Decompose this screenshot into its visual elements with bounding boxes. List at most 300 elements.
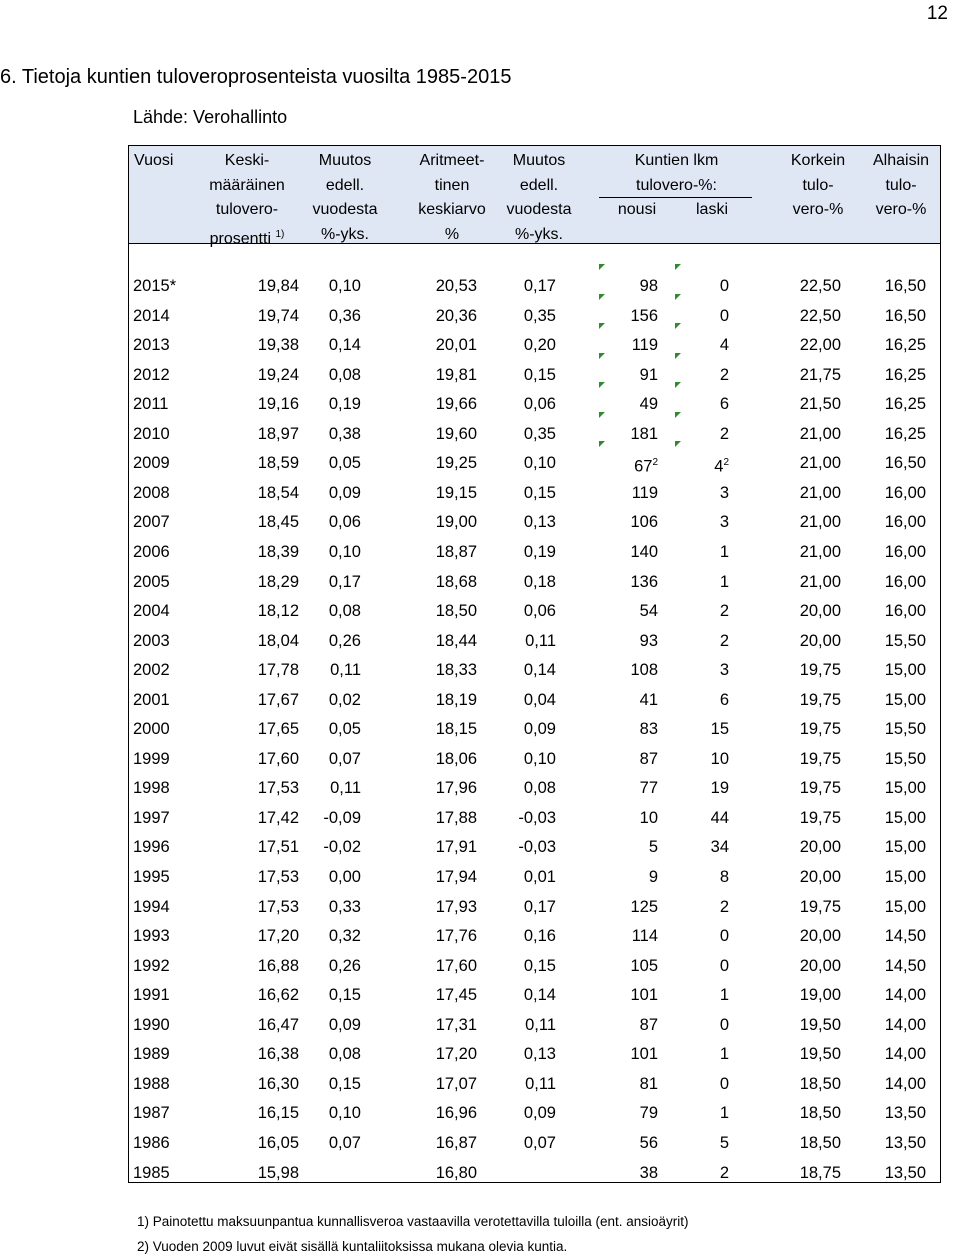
cell-chg xyxy=(299,1042,361,1067)
cell-value: 16,25 xyxy=(884,365,926,384)
cell-value: 18,12 xyxy=(257,602,299,621)
cell-avg xyxy=(219,274,299,299)
cell-chg2 xyxy=(479,363,556,388)
cell-value: -0,02 xyxy=(323,838,361,857)
cell-chg xyxy=(299,1131,361,1156)
cell-value: 17,20 xyxy=(435,1045,477,1064)
cell-up xyxy=(579,954,658,979)
cell-chg2 xyxy=(479,983,556,1008)
cell-value: 2007 xyxy=(133,513,170,532)
cell-value: 6 xyxy=(719,690,729,709)
table-row xyxy=(129,833,940,863)
cell-chg xyxy=(299,835,361,860)
cell-value: 16,00 xyxy=(884,602,926,621)
cell-value: 0,19 xyxy=(523,542,556,561)
cell-value: 13,50 xyxy=(884,1104,926,1123)
table-row xyxy=(129,390,940,420)
cell-value: 15,50 xyxy=(884,720,926,739)
cell-up xyxy=(579,540,658,565)
cell-value: 0,04 xyxy=(523,690,556,709)
cell-value: 19 xyxy=(710,779,729,798)
cell-down xyxy=(669,1101,729,1126)
cell-up xyxy=(579,422,658,447)
cell-arith xyxy=(397,422,477,447)
cell-value: 1987 xyxy=(133,1104,170,1123)
cell-chg2 xyxy=(479,540,556,565)
cell-value: 17,91 xyxy=(435,838,477,857)
cell-value: 15,00 xyxy=(884,661,926,680)
cell-year xyxy=(133,1131,193,1156)
cell-value: 15,00 xyxy=(884,808,926,827)
cell-up xyxy=(579,835,658,860)
comment-marker-laski xyxy=(675,412,681,418)
cell-max xyxy=(769,1072,841,1097)
cell-max xyxy=(769,1013,841,1038)
cell-value: 3 xyxy=(719,483,729,502)
cell-chg xyxy=(299,895,361,920)
cell-down xyxy=(669,658,729,683)
cell-chg2 xyxy=(479,451,556,476)
cell-year xyxy=(133,629,193,654)
cell-value: 1 xyxy=(719,1104,729,1123)
cell-value: 10 xyxy=(639,808,658,827)
cell-up xyxy=(579,570,658,595)
cell-chg2 xyxy=(479,1013,556,1038)
cell-min xyxy=(849,1072,926,1097)
table-row xyxy=(129,745,940,775)
cell-value: 38 xyxy=(639,1163,658,1182)
cell-value: 0 xyxy=(719,1074,729,1093)
cell-max xyxy=(769,422,841,447)
cell-value: 0,33 xyxy=(328,897,361,916)
cell-max xyxy=(769,776,841,801)
cell-down xyxy=(669,835,729,860)
cell-chg2 xyxy=(479,304,556,329)
cell-chg xyxy=(299,451,361,476)
cell-chg2 xyxy=(479,895,556,920)
cell-value: 0,38 xyxy=(328,424,361,443)
cell-value: 2001 xyxy=(133,690,170,709)
cell-down xyxy=(669,481,729,506)
header-text: vuodesta xyxy=(506,201,572,218)
cell-value: 17,53 xyxy=(257,779,299,798)
cell-up xyxy=(579,333,658,358)
cell-down xyxy=(669,983,729,1008)
cell-value: 56 xyxy=(639,1133,658,1152)
cell-chg2 xyxy=(479,835,556,860)
cell-max xyxy=(769,274,841,299)
cell-value: 0,35 xyxy=(523,424,556,443)
cell-up xyxy=(579,1042,658,1067)
cell-up xyxy=(579,629,658,654)
cell-value: 19,74 xyxy=(257,306,299,325)
cell-value: 0,10 xyxy=(328,277,361,295)
page-heading: 6. Tietoja kuntien tuloveroprosenteista vuosilta 1985-2015 xyxy=(0,66,512,88)
cell-value: 19,50 xyxy=(799,1045,841,1064)
cell-value: 0,11 xyxy=(330,779,361,798)
cell-value: 18,15 xyxy=(435,720,477,739)
cell-value: 18,45 xyxy=(257,513,299,532)
cell-value: 0,14 xyxy=(328,336,361,355)
cell-value: 0,10 xyxy=(328,542,361,561)
cell-value: 0,13 xyxy=(523,513,556,532)
cell-min xyxy=(849,835,926,860)
footnote-ref: 1) xyxy=(275,228,285,240)
cell-arith xyxy=(397,835,477,860)
cell-arith xyxy=(397,540,477,565)
cell-value: 0,36 xyxy=(328,306,361,325)
cell-year xyxy=(133,806,193,831)
header-aritmeettinen xyxy=(402,149,502,247)
cell-chg xyxy=(299,422,361,447)
cell-value: 79 xyxy=(639,1104,658,1123)
cell-year xyxy=(133,688,193,713)
table-row xyxy=(129,597,940,627)
cell-arith xyxy=(397,570,477,595)
table-row xyxy=(129,272,940,302)
cell-arith xyxy=(397,747,477,772)
header-text: %-yks. xyxy=(515,225,563,243)
header-text: Aritmeet- xyxy=(419,152,485,169)
cell-year xyxy=(133,422,193,447)
cell-value: 1997 xyxy=(133,808,170,827)
table-row xyxy=(129,686,940,716)
cell-value: 1990 xyxy=(133,1015,170,1034)
cell-year xyxy=(133,895,193,920)
cell-value: 1991 xyxy=(133,986,170,1005)
cell-min xyxy=(849,865,926,890)
cell-value: 0,07 xyxy=(328,1133,361,1152)
cell-value: 3 xyxy=(719,513,729,532)
cell-value: 0,10 xyxy=(328,1104,361,1123)
cell-chg2 xyxy=(479,1131,556,1156)
cell-avg xyxy=(219,747,299,772)
cell-chg xyxy=(299,540,361,565)
cell-max xyxy=(769,658,841,683)
cell-value: 0,05 xyxy=(328,454,361,473)
cell-value: 14,00 xyxy=(884,1074,926,1093)
header-nousi: nousi xyxy=(617,201,657,218)
cell-max xyxy=(769,806,841,831)
cell-value: 2013 xyxy=(133,336,170,355)
cell-down xyxy=(669,895,729,920)
cell-value: 0,14 xyxy=(523,661,556,680)
cell-max xyxy=(769,540,841,565)
footnote-1: 1) Painotettu maksuunpantua kunnallisveroa vastaavilla verotettavilla tuloilla (ent. ansioäyrit) xyxy=(137,1214,689,1229)
table-row xyxy=(129,568,940,598)
cell-min xyxy=(849,570,926,595)
cell-arith xyxy=(397,1013,477,1038)
cell-arith xyxy=(397,865,477,890)
cell-value: 15,00 xyxy=(884,897,926,916)
cell-value: 13,50 xyxy=(884,1133,926,1152)
cell-value: 1999 xyxy=(133,749,170,768)
cell-chg xyxy=(299,599,361,624)
footnote-2: 2) Vuoden 2009 luvut eivät sisällä kuntaliitoksissa mukana olevia kuntia. xyxy=(137,1239,568,1254)
cell-value: 16,50 xyxy=(884,306,926,325)
cell-max xyxy=(769,1101,841,1126)
cell-up xyxy=(579,1101,658,1126)
cell-value: 15 xyxy=(710,720,729,739)
cell-value: 2012 xyxy=(133,365,170,384)
cell-up xyxy=(579,1072,658,1097)
cell-value: 1 xyxy=(719,542,729,561)
cell-value: 18,50 xyxy=(799,1104,841,1123)
cell-avg xyxy=(219,451,299,476)
cell-year xyxy=(133,1072,193,1097)
cell-arith xyxy=(397,717,477,742)
cell-up xyxy=(579,983,658,1008)
cell-value: 18,19 xyxy=(435,690,477,709)
header-text: %-yks. xyxy=(321,225,369,243)
comment-marker-nousi xyxy=(599,323,605,329)
cell-up xyxy=(579,1131,658,1156)
cell-min xyxy=(849,304,926,329)
cell-max xyxy=(769,747,841,772)
cell-min xyxy=(849,540,926,565)
cell-value: 17,42 xyxy=(257,808,299,827)
cell-value: 0,15 xyxy=(328,986,361,1005)
cell-arith xyxy=(397,688,477,713)
cell-value: 0,09 xyxy=(328,1015,361,1034)
cell-value: 0 xyxy=(719,306,729,325)
cell-value: 101 xyxy=(630,986,658,1005)
table-row xyxy=(129,1011,940,1041)
cell-arith xyxy=(397,599,477,624)
cell-value: 20,00 xyxy=(799,602,841,621)
cell-min xyxy=(849,747,926,772)
cell-avg xyxy=(219,1101,299,1126)
cell-value: 0,26 xyxy=(328,956,361,975)
cell-avg xyxy=(219,570,299,595)
cell-value: 21,00 xyxy=(799,454,841,473)
cell-value: 77 xyxy=(639,779,658,798)
source-line: Lähde: Verohallinto xyxy=(133,107,288,127)
cell-year xyxy=(133,392,193,417)
cell-value: 15,50 xyxy=(884,749,926,768)
cell-chg xyxy=(299,274,361,299)
cell-year xyxy=(133,481,193,506)
table-row xyxy=(129,715,940,745)
cell-chg2 xyxy=(479,717,556,742)
cell-value: 21,00 xyxy=(799,542,841,561)
cell-up xyxy=(579,510,658,535)
cell-min xyxy=(849,895,926,920)
cell-value: 2015* xyxy=(133,277,177,295)
cell-avg xyxy=(219,924,299,949)
header-vuosi xyxy=(134,149,173,174)
cell-chg2 xyxy=(479,747,556,772)
cell-value: 1994 xyxy=(133,897,170,916)
cell-value: 2010 xyxy=(133,424,170,443)
cell-value: 16,00 xyxy=(884,513,926,532)
cell-up xyxy=(579,1013,658,1038)
table-row xyxy=(129,538,940,568)
cell-min xyxy=(849,1131,926,1156)
cell-value: 19,84 xyxy=(257,277,299,295)
cell-value: 21,00 xyxy=(799,483,841,502)
cell-up xyxy=(579,451,658,479)
cell-arith xyxy=(397,481,477,506)
cell-value: 1989 xyxy=(133,1045,170,1064)
cell-min xyxy=(849,481,926,506)
cell-value: 19,75 xyxy=(799,897,841,916)
cell-chg2 xyxy=(479,806,556,831)
cell-value: 0,07 xyxy=(328,749,361,768)
cell-value: 1995 xyxy=(133,868,170,886)
cell-chg2 xyxy=(479,865,556,890)
cell-arith xyxy=(397,776,477,801)
cell-value: 108 xyxy=(630,661,658,680)
cell-value: 19,75 xyxy=(799,779,841,798)
cell-avg xyxy=(219,599,299,624)
cell-value: 2011 xyxy=(133,395,169,414)
cell-chg xyxy=(299,806,361,831)
cell-value: 1 xyxy=(719,1045,729,1064)
cell-max xyxy=(769,599,841,624)
cell-year xyxy=(133,1101,193,1126)
cell-chg xyxy=(299,954,361,979)
cell-down xyxy=(669,747,729,772)
cell-value: 16,38 xyxy=(257,1045,299,1064)
cell-value: 49 xyxy=(639,395,658,414)
cell-value: 2 xyxy=(719,897,729,916)
cell-up xyxy=(579,392,658,417)
cell-value: 41 xyxy=(639,690,658,709)
table-row xyxy=(129,1070,940,1100)
cell-value: 18,97 xyxy=(257,424,299,443)
cell-min xyxy=(849,599,926,624)
header-text: Kuntien lkm xyxy=(634,152,719,169)
header-text: Vuosi xyxy=(134,152,174,169)
cell-value: 15,50 xyxy=(884,631,926,650)
cell-value: 17,07 xyxy=(435,1074,477,1093)
cell-avg xyxy=(219,392,299,417)
cell-max xyxy=(769,392,841,417)
cell-value: 0,08 xyxy=(328,602,361,621)
cell-value: -0,09 xyxy=(323,808,361,827)
cell-min xyxy=(849,1013,926,1038)
cell-chg xyxy=(299,717,361,742)
cell-min xyxy=(849,451,926,476)
table-row xyxy=(129,952,940,982)
cell-value: 16,80 xyxy=(435,1163,477,1182)
cell-arith xyxy=(397,274,477,299)
header-text: vuodesta xyxy=(312,201,378,218)
cell-max xyxy=(769,629,841,654)
cell-value: 0,17 xyxy=(523,277,556,295)
cell-value: 18,04 xyxy=(257,631,299,650)
cell-value: 20,36 xyxy=(435,306,477,325)
cell-value: 0,17 xyxy=(523,897,556,916)
cell-min xyxy=(849,629,926,654)
cell-arith xyxy=(397,924,477,949)
cell-value: 106 xyxy=(630,513,658,532)
header-keskimaarainen xyxy=(187,149,307,251)
header-text: prosentti xyxy=(209,229,271,247)
cell-down xyxy=(669,717,729,742)
cell-value: 3 xyxy=(719,661,729,680)
cell-chg xyxy=(299,304,361,329)
cell-year xyxy=(133,983,193,1008)
cell-value: 17,60 xyxy=(257,749,299,768)
cell-avg xyxy=(219,1131,299,1156)
cell-value: 18,29 xyxy=(257,572,299,591)
cell-value: 2 xyxy=(719,365,729,384)
cell-year xyxy=(133,658,193,683)
cell-up xyxy=(579,924,658,949)
table-row xyxy=(129,804,940,834)
cell-min xyxy=(849,658,926,683)
cell-value: 14,50 xyxy=(884,956,926,975)
cell-value: 19,00 xyxy=(799,986,841,1005)
header-alhaisin xyxy=(856,149,946,223)
cell-arith xyxy=(397,954,477,979)
cell-year xyxy=(133,776,193,801)
cell-down xyxy=(669,1013,729,1038)
cell-chg xyxy=(299,688,361,713)
cell-chg2 xyxy=(479,688,556,713)
cell-min xyxy=(849,1042,926,1067)
cell-down xyxy=(669,688,729,713)
cell-value: 19,00 xyxy=(435,513,477,532)
cell-value: 0,06 xyxy=(523,395,556,414)
cell-chg xyxy=(299,363,361,388)
header-text: tulo- xyxy=(885,176,917,194)
cell-value: 14,00 xyxy=(884,986,926,1005)
table-row xyxy=(129,863,940,893)
cell-value: 81 xyxy=(639,1074,658,1093)
cell-value: 0,11 xyxy=(525,631,556,650)
cell-max xyxy=(769,481,841,506)
cell-down xyxy=(669,1042,729,1067)
cell-chg xyxy=(299,1101,361,1126)
cell-value: 22,50 xyxy=(799,277,841,295)
cell-avg xyxy=(219,422,299,447)
cell-value: 18,59 xyxy=(257,454,299,473)
cell-value: 2000 xyxy=(133,720,170,739)
cell-avg xyxy=(219,363,299,388)
header-text: edell. xyxy=(519,176,559,194)
cell-avg xyxy=(219,629,299,654)
cell-value: 19,75 xyxy=(799,690,841,709)
cell-value: 17,65 xyxy=(257,720,299,739)
cell-value: 2004 xyxy=(133,602,170,621)
cell-value: 0 xyxy=(719,956,729,975)
cell-value: 2003 xyxy=(133,631,170,650)
cell-value: 0,17 xyxy=(328,572,361,591)
footnote-ref: 2 xyxy=(652,457,658,469)
cell-value: 20,00 xyxy=(799,868,841,886)
cell-min xyxy=(849,363,926,388)
cell-value: 1 xyxy=(719,572,729,591)
cell-max xyxy=(769,924,841,949)
cell-value: 21,00 xyxy=(799,424,841,443)
cell-value: 4 xyxy=(719,336,729,355)
cell-chg xyxy=(299,510,361,535)
cell-chg2 xyxy=(479,954,556,979)
cell-value: 20,53 xyxy=(435,277,477,295)
cell-arith xyxy=(397,806,477,831)
cell-max xyxy=(769,333,841,358)
cell-up xyxy=(579,865,658,890)
cell-value: 19,75 xyxy=(799,661,841,680)
cell-value: 9 xyxy=(648,868,658,886)
cell-value: 15,98 xyxy=(257,1163,299,1182)
tax-rate-table xyxy=(128,145,941,1183)
cell-value: 101 xyxy=(630,1045,658,1064)
cell-avg xyxy=(219,895,299,920)
